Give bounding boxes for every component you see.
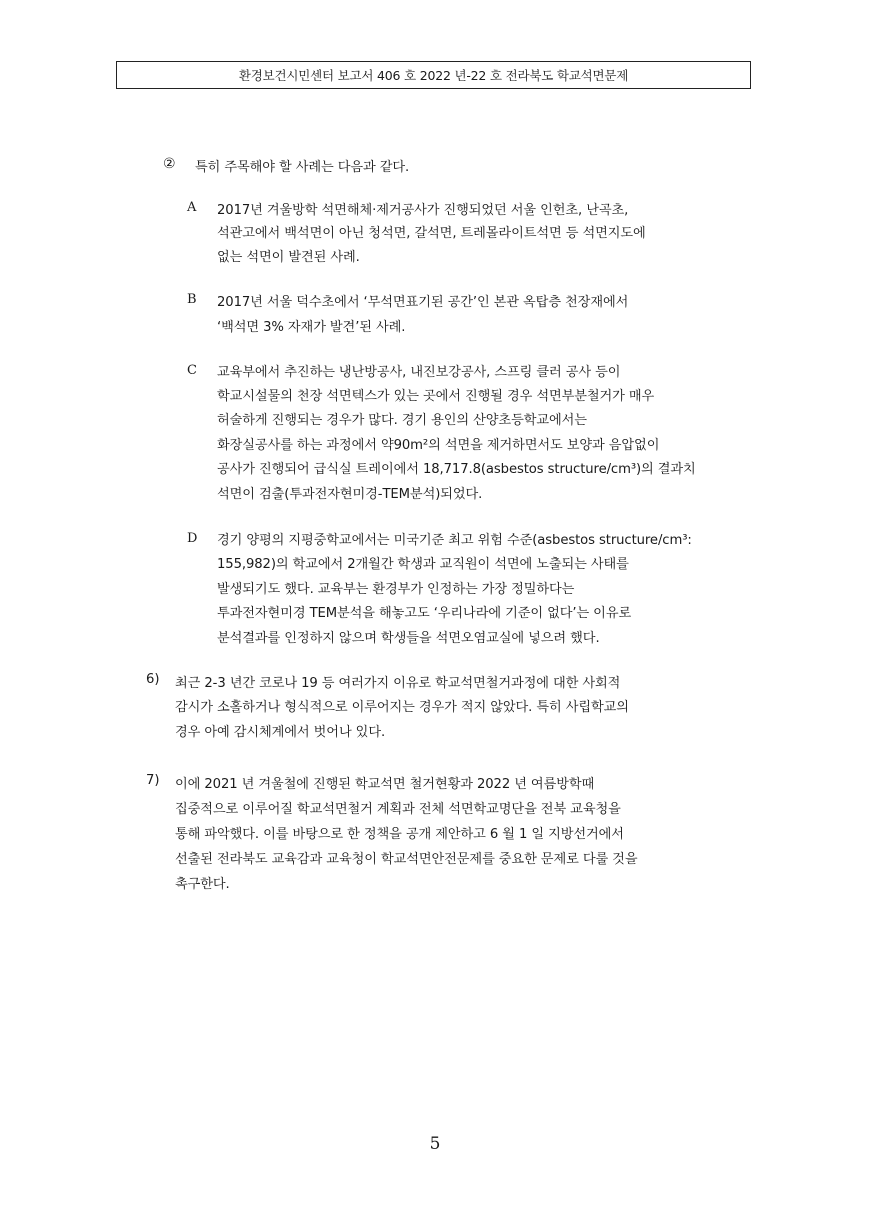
section-intro: 특히 주목해야 할 사례는 다음과 같다.	[195, 160, 410, 175]
case-d-line-1: 경기 양평의 지평중학교에서는 미국기준 최고 위험 수준(asbestos structure/cm³:	[217, 533, 692, 548]
section-marker: ②	[163, 156, 176, 172]
case-c-label: C	[187, 363, 197, 378]
report-header	[116, 61, 751, 89]
case-c-line-6: 석면이 검출(투과전자현미경-TEM분석)되었다.	[217, 487, 483, 502]
page-number: 5	[429, 1134, 441, 1154]
item-6-line-1: 최근 2-3 년간 코로나 19 등 여러가지 이유로 학교석면철거과정에 대한 사회적	[175, 676, 621, 691]
case-d-line-3: 발생되기도 했다. 교육부는 환경부가 인정하는 가장 정밀하다는	[217, 582, 575, 597]
case-b-line-2: ‘백석면 3% 자재가 발견’된 사례.	[217, 320, 406, 335]
item-7-line-2: 집중적으로 이루어질 학교석면철거 계획과 전체 석면학교명단을 전북 교육청을	[175, 802, 621, 817]
case-c-line-4: 화장실공사를 하는 과정에서 약90m²의 석면을 제거하면서도 보양과 음압없이	[217, 438, 660, 453]
item-6-number: 6)	[146, 672, 160, 687]
case-b-label: B	[187, 292, 197, 307]
case-a-line-2: 석관고에서 백석면이 아닌 청석면, 갈석면, 트레몰라이트석면 등 석면지도에	[217, 226, 646, 241]
report-header-title: 환경보건시민센터 보고서 406 호 2022 년-22 호 전라북도 학교석면문제	[238, 68, 629, 83]
item-6-line-3: 경우 아예 감시체계에서 벗어나 있다.	[175, 725, 386, 740]
case-c-line-1: 교육부에서 추진하는 냉난방공사, 내진보강공사, 스프링 클러 공사 등이	[217, 365, 621, 380]
case-d-line-4: 투과전자현미경 TEM분석을 해놓고도 ‘우리나라에 기준이 없다’는 이유로	[217, 606, 632, 621]
case-d-line-5: 분석결과를 인정하지 않으며 학생들을 석면오염교실에 넣으려 했다.	[217, 631, 600, 646]
item-7-line-3: 통해 파악했다. 이를 바탕으로 한 정책을 공개 제안하고 6 월 1 일 지방선거에서	[175, 827, 624, 842]
case-c-line-2: 학교시설물의 천장 석면텍스가 있는 곳에서 진행될 경우 석면부분철거가 매우	[217, 389, 655, 404]
case-a-label: A	[187, 200, 197, 215]
item-6-line-2: 감시가 소홀하거나 형식적으로 이루어지는 경우가 적지 않았다. 특히 사립학교의	[175, 700, 629, 715]
item-7-line-4: 선출된 전라북도 교육감과 교육청이 학교석면안전문제를 중요한 문제로 다룰 것을	[175, 852, 638, 867]
case-b-line-1: 2017년 서울 덕수초에서 ‘무석면표기된 공간’인 본관 옥탑층 천장재에서	[217, 295, 629, 310]
case-a-line-3: 없는 석면이 발견된 사례.	[217, 250, 360, 265]
case-c-line-5: 공사가 진행되어 급식실 트레이에서 18,717.8(asbestos structure/cm³)의 결과치	[217, 462, 696, 477]
case-a-line-1: 2017년 겨울방학 석면해체·제거공사가 진행되었던 서울 인헌초, 난곡초,	[217, 203, 629, 218]
case-c-line-3: 허술하게 진행되는 경우가 많다. 경기 용인의 산양초등학교에서는	[217, 413, 587, 428]
item-7-number: 7)	[146, 773, 160, 788]
case-d-label: D	[187, 531, 198, 546]
case-d-line-2: 155,982)의 학교에서 2개월간 학생과 교직원이 석면에 노출되는 사태를	[217, 557, 629, 572]
item-7-line-5: 촉구한다.	[175, 877, 230, 892]
item-7-line-1: 이에 2021 년 겨울철에 진행된 학교석면 철거현황과 2022 년 여름방학때	[175, 777, 595, 792]
